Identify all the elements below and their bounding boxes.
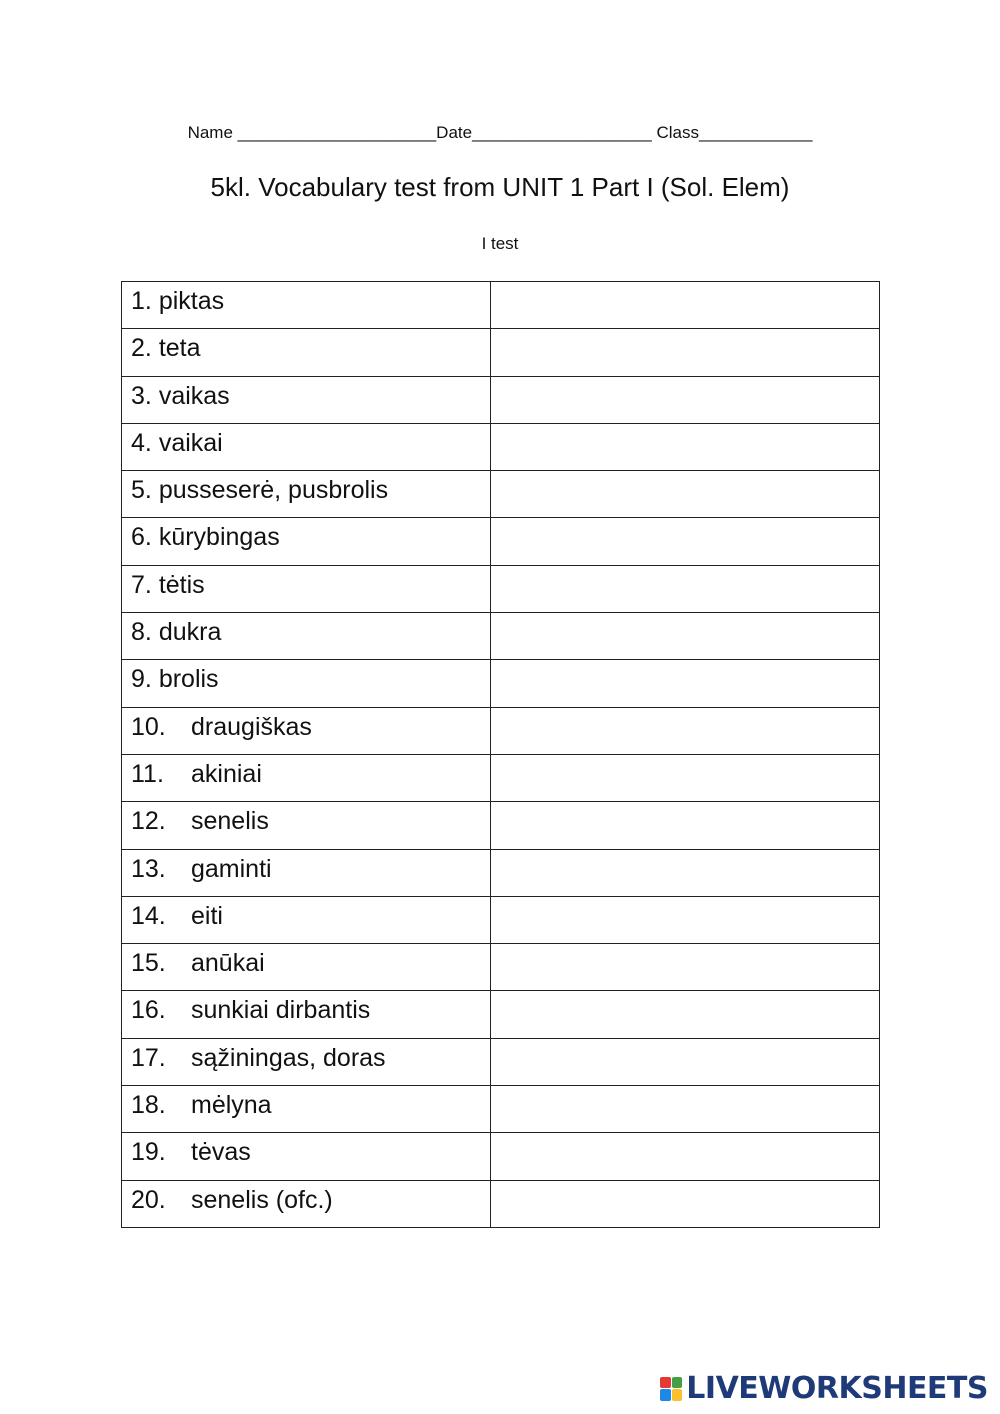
table-row xyxy=(122,423,880,470)
vocab-word: dukra xyxy=(158,618,222,647)
vocab-word: brolis xyxy=(158,665,219,694)
worksheet-subtitle: I test xyxy=(481,234,519,253)
vocab-word: akiniai xyxy=(191,759,262,788)
vocab-word: vaikas xyxy=(158,381,230,410)
vocab-word-cell xyxy=(122,944,491,991)
item-number: 11. xyxy=(131,759,164,788)
answer-cell[interactable] xyxy=(491,1086,880,1133)
item-number: 5. xyxy=(131,476,152,505)
table-row xyxy=(122,518,880,565)
table-row xyxy=(122,613,880,660)
liveworksheets-logo-icon xyxy=(660,1377,682,1401)
vocab-word-cell xyxy=(122,849,491,896)
vocab-word-cell xyxy=(122,1038,491,1085)
vocab-word: tėtis xyxy=(158,570,205,599)
item-number: 18. xyxy=(131,1091,166,1120)
vocab-word: kūrybingas xyxy=(158,523,280,552)
table-row xyxy=(122,282,880,329)
answer-cell[interactable] xyxy=(491,1133,880,1180)
table-row xyxy=(122,565,880,612)
item-number: 19. xyxy=(131,1138,166,1167)
answer-cell[interactable] xyxy=(491,423,880,470)
answer-cell[interactable] xyxy=(491,329,880,376)
answer-cell[interactable] xyxy=(491,707,880,754)
vocab-word-cell xyxy=(122,423,491,470)
item-number: 7. xyxy=(131,570,152,599)
vocab-word: draugiškas xyxy=(191,712,312,741)
table-row xyxy=(122,471,880,518)
item-number: 15. xyxy=(131,949,166,978)
item-number: 2. xyxy=(131,334,152,363)
item-number: 20. xyxy=(131,1185,166,1214)
answer-cell[interactable] xyxy=(491,471,880,518)
item-number: 17. xyxy=(131,1043,166,1072)
item-number: 12. xyxy=(131,807,166,836)
table-row xyxy=(122,896,880,943)
item-number: 8. xyxy=(131,618,152,647)
vocab-word: tėvas xyxy=(191,1138,251,1167)
answer-cell[interactable] xyxy=(491,565,880,612)
vocab-word: sunkiai dirbantis xyxy=(191,996,371,1025)
answer-cell[interactable] xyxy=(491,896,880,943)
vocab-word: mėlyna xyxy=(191,1091,272,1120)
table-row xyxy=(122,944,880,991)
vocab-word-cell xyxy=(122,1133,491,1180)
vocabulary-table xyxy=(121,281,880,1228)
vocab-word: gaminti xyxy=(191,854,272,883)
answer-cell[interactable] xyxy=(491,1180,880,1227)
vocab-word-cell xyxy=(122,518,491,565)
table-row xyxy=(122,376,880,423)
answer-cell[interactable] xyxy=(491,754,880,801)
vocab-word-cell xyxy=(122,802,491,849)
vocab-word: piktas xyxy=(158,287,225,315)
answer-cell[interactable] xyxy=(491,944,880,991)
table-row xyxy=(122,1038,880,1085)
answer-cell[interactable] xyxy=(491,282,880,329)
table-row xyxy=(122,1133,880,1180)
item-number: 9. xyxy=(131,665,152,694)
answer-cell[interactable] xyxy=(491,376,880,423)
vocab-word-cell xyxy=(122,565,491,612)
vocab-word-cell xyxy=(122,376,491,423)
answer-cell[interactable] xyxy=(491,613,880,660)
table-row xyxy=(122,660,880,707)
item-number: 10. xyxy=(131,712,166,741)
table-row xyxy=(122,991,880,1038)
vocab-word: vaikai xyxy=(158,428,223,457)
table-row xyxy=(122,707,880,754)
vocab-word: teta xyxy=(158,334,201,363)
vocab-word-cell xyxy=(122,613,491,660)
vocab-word: senelis xyxy=(191,807,269,836)
vocab-word: senelis (ofc.) xyxy=(191,1185,333,1214)
vocab-word-cell xyxy=(122,282,491,329)
table-row xyxy=(122,754,880,801)
vocab-word-cell xyxy=(122,991,491,1038)
vocab-word: anūkai xyxy=(191,949,265,978)
vocab-word-cell xyxy=(122,471,491,518)
table-row xyxy=(122,329,880,376)
item-number: 16. xyxy=(131,996,166,1025)
table-row xyxy=(122,802,880,849)
item-number: 4. xyxy=(131,428,152,457)
item-number: 13. xyxy=(131,854,166,883)
vocab-word-cell xyxy=(122,707,491,754)
table-row xyxy=(122,849,880,896)
vocab-word-cell xyxy=(122,329,491,376)
vocab-word: pusseserė, pusbrolis xyxy=(158,476,389,505)
liveworksheets-logo xyxy=(660,1371,988,1406)
answer-cell[interactable] xyxy=(491,802,880,849)
table-row xyxy=(122,1180,880,1227)
worksheet-title: 5kl. Vocabulary test from UNIT 1 Part I (Sol. Elem) xyxy=(210,172,790,202)
vocab-word-cell xyxy=(122,1086,491,1133)
vocab-word-cell xyxy=(122,754,491,801)
vocab-word: eiti xyxy=(191,901,223,930)
vocab-word-cell xyxy=(122,1180,491,1227)
item-number: 1. xyxy=(131,287,152,315)
answer-cell[interactable] xyxy=(491,1038,880,1085)
item-number: 3. xyxy=(131,381,152,410)
answer-cell[interactable] xyxy=(491,849,880,896)
answer-cell[interactable] xyxy=(491,518,880,565)
answer-cell[interactable] xyxy=(491,660,880,707)
vocab-word-cell xyxy=(122,896,491,943)
item-number: 6. xyxy=(131,523,152,552)
vocab-word-cell xyxy=(122,660,491,707)
brand-text: LIVEWORKSHEETS xyxy=(686,1371,988,1406)
student-info-line: Name _____________________Date___________________ Class____________ xyxy=(187,123,813,142)
answer-cell[interactable] xyxy=(491,991,880,1038)
item-number: 14. xyxy=(131,901,166,930)
table-row xyxy=(122,1086,880,1133)
vocab-word: sąžiningas, doras xyxy=(191,1043,386,1072)
